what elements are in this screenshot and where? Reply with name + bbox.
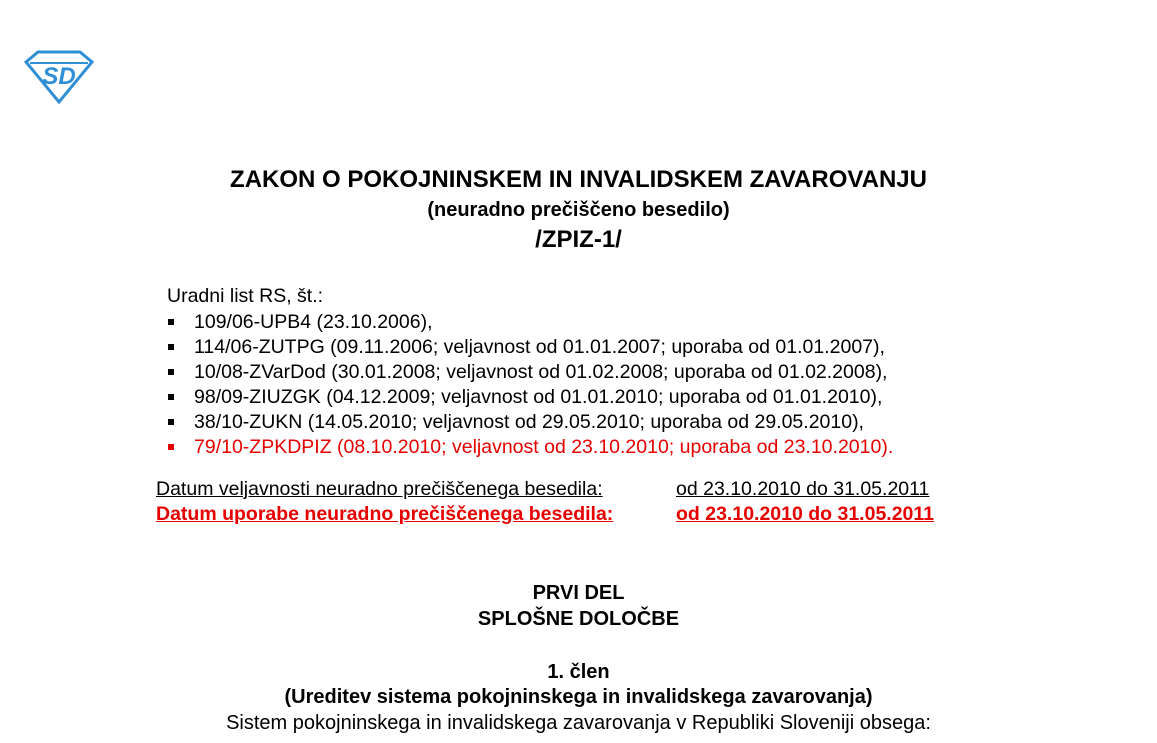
use-date-value: od 23.10.2010 do 31.05.2011 [676,503,935,525]
gazette-item-text: 79/10-ZPKDPIZ (08.10.2010; veljavnost od 23.10.2010; uporaba od 23.10.2010). [194,436,894,458]
gazette-item-text: 38/10-ZUKN (14.05.2010; veljavnost od 29.05.2010; uporaba od 29.05.2010), [194,411,864,433]
gazette-item-text: 109/06-UPB4 (23.10.2006), [194,311,433,333]
shield-logo-icon [22,50,96,104]
document-subtitle: (neuradno prečiščeno besedilo) [427,199,730,221]
validity-date-label: Datum veljavnosti neuradno prečiščenega besedila: [156,478,603,500]
article-title: (Ureditev sistema pokojninskega in invalidskega zavarovanja) [284,686,873,708]
part-name: SPLOŠNE DOLOČBE [477,608,680,630]
gazette-item-text: 98/09-ZIUZGK (04.12.2009; veljavnost od 01.01.2010; uporaba od 01.01.2010), [194,386,883,408]
gazette-item [166,310,893,335]
article-number: 1. člen [547,661,610,683]
gazette-item [166,335,893,360]
gazette-item [166,360,893,385]
gazette-item-text: 10/08-ZVarDod (30.01.2008; veljavnost od 01.02.2008; uporaba od 01.02.2008), [194,361,888,383]
bullet-icon [168,394,174,400]
bullet-icon [168,369,174,375]
gazette-list [166,310,893,460]
logo-text: SD [42,63,76,90]
gazette-item [166,385,893,410]
gazette-item-latest [166,435,893,460]
gazette-label: Uradni list RS, št.: [167,285,324,307]
validity-date-value: od 23.10.2010 do 31.05.2011 [676,478,930,500]
validity-date-row [156,478,929,501]
article-text: Sistem pokojninskega in invalidskega zavarovanja v Republiki Sloveniji obsega: [226,712,931,734]
use-date-row [156,503,934,526]
document-title: ZAKON O POKOJNINSKEM IN INVALIDSKEM ZAVAROVANJU [230,166,927,193]
bullet-icon [168,444,174,450]
bullet-icon [168,419,174,425]
bullet-icon [168,344,174,350]
bullet-icon [168,319,174,325]
gazette-item [166,410,893,435]
part-number: PRVI DEL [532,582,625,604]
document-short-name: /ZPIZ-1/ [535,226,622,253]
gazette-item-text: 114/06-ZUTPG (09.11.2006; veljavnost od 01.01.2007; uporaba od 01.01.2007), [194,336,885,358]
use-date-label: Datum uporabe neuradno prečiščenega besedila: [156,503,614,525]
